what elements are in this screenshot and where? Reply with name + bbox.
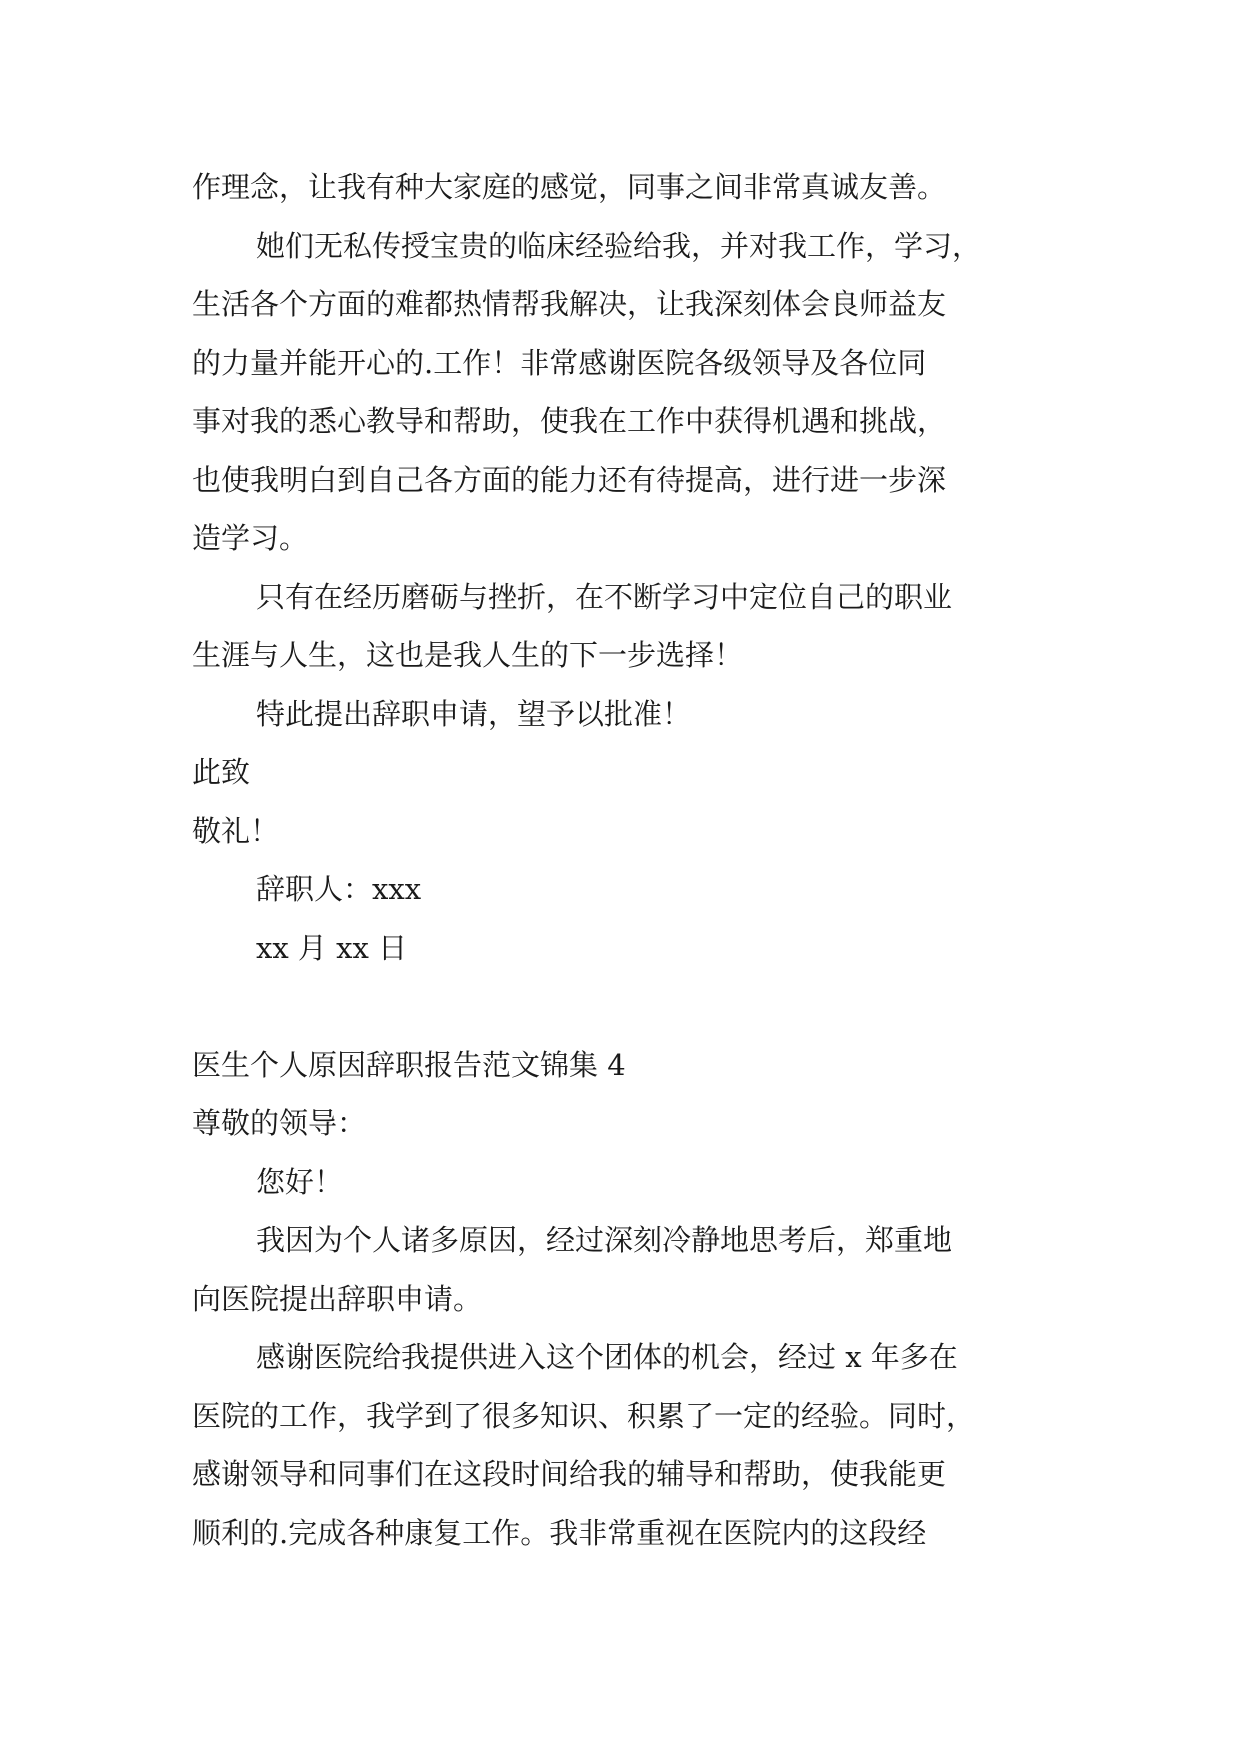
text-line: 的力量并能开心的.工作！非常感谢医院各级领导及各位同 [192, 345, 927, 380]
greeting-addressee: 尊敬的领导： [192, 1106, 367, 1140]
text-line: 造学习。 [192, 521, 309, 555]
closing-salutation: 此致 [192, 755, 251, 789]
text-line: 也使我明白到自己各方面的能力还有待提高，进行进一步深 [192, 462, 947, 497]
greeting: 您好！ [256, 1164, 344, 1199]
text-line: 作理念，让我有种大家庭的感觉，同事之间非常真诚友善。 [192, 170, 947, 204]
text-line: 顺利的.完成各种康复工作。我非常重视在医院内的这段经 [192, 1515, 927, 1550]
section-title: 医生个人原因辞职报告范文锦集 4 [192, 1047, 626, 1082]
signature-date: xx 月 xx 日 [256, 930, 408, 965]
text-line: 生活各个方面的难都热情帮我解决，让我深刻体会良师益友 [192, 287, 947, 321]
text-line: 只有在经历磨砺与挫折，在不断学习中定位自己的职业 [256, 579, 953, 614]
text-line: 医院的工作，我学到了很多知识、积累了一定的经验。同时， [192, 1398, 976, 1433]
text-line: 事对我的悉心教导和帮助，使我在工作中获得机遇和挑战， [192, 404, 947, 438]
paragraph-gap [192, 977, 1062, 1036]
text-line: 向医院提出辞职申请。 [192, 1281, 483, 1316]
text-line: 感谢领导和同事们在这段时间给我的辅导和帮助，使我能更 [192, 1457, 947, 1491]
text-line: 生涯与人生，这也是我人生的下一步选择！ [192, 638, 744, 672]
text-line: 感谢医院给我提供进入这个团体的机会，经过 x 年多在 [256, 1340, 958, 1374]
signature-name: 辞职人：xxx [256, 872, 422, 906]
text-line: 特此提出辞职申请，望予以批准！ [256, 696, 692, 731]
text-line: 她们无私传授宝贵的临床经验给我，并对我工作，学习， [256, 228, 982, 263]
document-body [192, 158, 1062, 1562]
closing-respect: 敬礼！ [192, 813, 280, 848]
text-line: 我因为个人诸多原因，经过深刻冷静地思考后，郑重地 [256, 1223, 953, 1257]
